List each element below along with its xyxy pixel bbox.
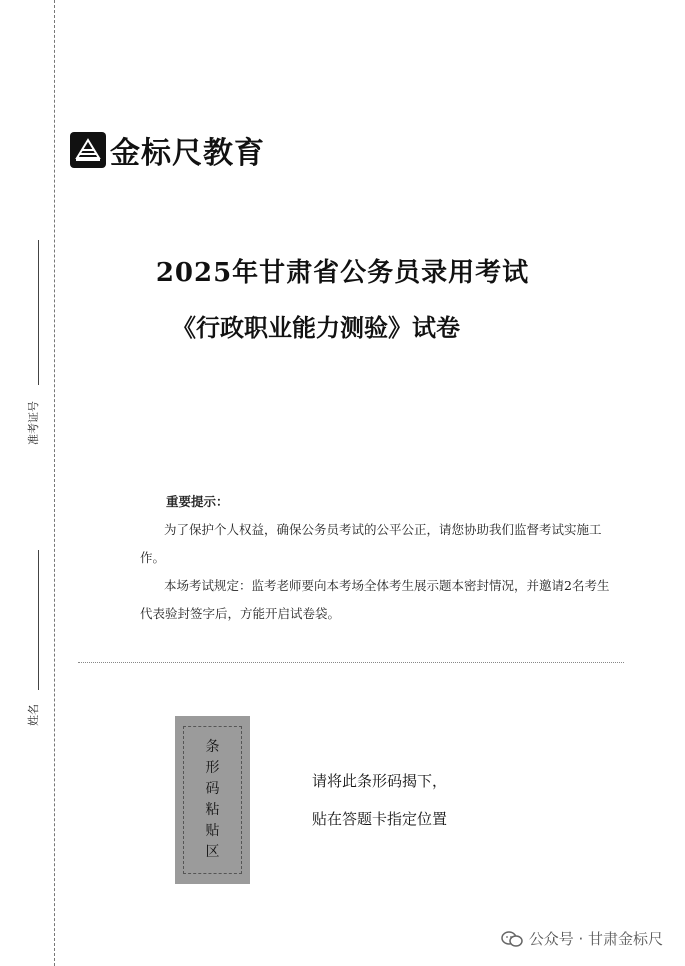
barcode-dashed-frame — [183, 726, 242, 874]
barcode-instruction-line-1: 请将此条形码揭下， — [312, 772, 448, 790]
barcode-label-char: 区 — [205, 844, 220, 860]
exam-id-label: 准考证号 — [27, 401, 40, 445]
wechat-watermark — [501, 928, 663, 949]
dotted-divider — [78, 662, 624, 663]
barcode-label-char: 码 — [205, 781, 220, 797]
exam-title: 2025年甘肃省公务员录用考试 — [155, 258, 530, 288]
important-notice — [140, 488, 610, 628]
exam-subtitle: 《行政职业能力测验》试卷 — [172, 313, 460, 342]
barcode-sticker-area — [175, 716, 250, 884]
binding-cut-line — [54, 0, 55, 966]
name-write-line — [38, 550, 39, 690]
brand-logo — [70, 130, 265, 170]
barcode-label-char: 条 — [205, 739, 220, 755]
barcode-instruction — [312, 762, 447, 838]
wechat-icon — [501, 931, 523, 947]
barcode-label-char: 形 — [205, 760, 220, 776]
barcode-label-char: 粘 — [205, 802, 220, 818]
notice-paragraph-1: 为了保护个人权益，确保公务员考试的公平公正，请您协助我们监督考试实施工作。 — [140, 522, 602, 565]
notice-heading: 重要提示： — [166, 494, 229, 509]
pyramid-logo-icon — [70, 132, 106, 168]
brand-name: 金标尺教育 — [110, 136, 265, 171]
notice-paragraph-2: 本场考试规定：监考老师要向本考场全体考生展示题本密封情况，并邀请2名考生代表验封签字后，方能开启试卷袋。 — [140, 578, 610, 621]
barcode-label-char: 贴 — [205, 823, 220, 839]
watermark-text: 公众号 · 甘肃金标尺 — [528, 930, 663, 948]
name-label: 姓名 — [27, 704, 40, 726]
barcode-instruction-line-2: 贴在答题卡指定位置 — [312, 810, 448, 828]
